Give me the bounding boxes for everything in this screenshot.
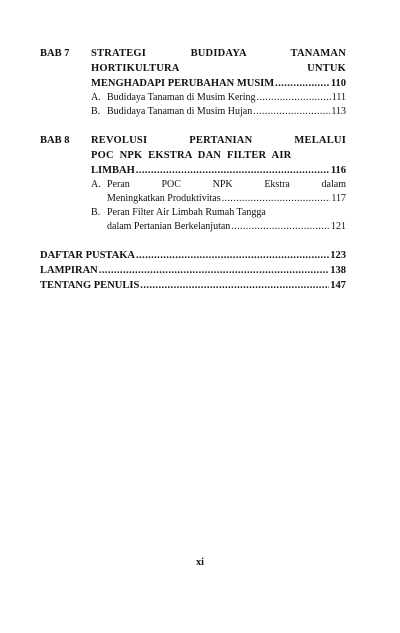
subsection-content — [107, 178, 346, 206]
chapter-title-line: POC NPK EKSTRA DAN FILTER AIR — [91, 150, 292, 161]
chapter-title-line: STRATEGI BUDIDAYA TANAMAN — [91, 48, 346, 59]
page-ref: 111 — [331, 92, 346, 103]
subsection-title: Budidaya Tanaman di Musim Hujan — [107, 106, 253, 117]
dot-leader — [253, 105, 330, 119]
dot-leader — [275, 76, 330, 91]
subsection-title: dalam Pertanian Berkelanjutan — [107, 221, 231, 232]
page-ref: 117 — [331, 193, 346, 204]
subsection-entry[interactable] — [91, 178, 346, 206]
subsection-letter: B. — [91, 207, 101, 218]
entry-title: LAMPIRAN — [40, 265, 98, 276]
subsection-content — [107, 91, 346, 105]
page-ref: 110 — [330, 78, 346, 89]
chapter-title-line: REVOLUSI PERTANIAN MELALUI — [91, 135, 346, 146]
chapter-title-text: LIMBAH — [91, 165, 135, 176]
subsection-title: Meningkatkan Produktivitas — [107, 193, 221, 204]
chapter-title-text: MENGHADAPI PERUBAHAN MUSIM — [91, 78, 275, 89]
subsection-title-line: Peran POC NPK Ekstra dalam — [107, 179, 346, 190]
back-matter-entry[interactable] — [40, 263, 346, 278]
chapter-title-last-line — [91, 163, 346, 178]
dot-leader — [99, 263, 330, 278]
subsection-letter: A. — [91, 179, 101, 190]
back-matter-entry[interactable] — [40, 278, 346, 293]
chapter-entry-bab-7[interactable] — [40, 46, 346, 119]
chapter-body — [91, 133, 346, 234]
dot-leader — [136, 163, 330, 178]
subsection-letter: A. — [91, 92, 101, 103]
page-ref: 116 — [330, 165, 346, 176]
dot-leader — [231, 220, 330, 234]
page-ref: 121 — [331, 221, 346, 232]
table-of-contents — [40, 46, 346, 293]
subsection-entry[interactable] — [91, 105, 346, 119]
subsection-letter: B. — [91, 106, 101, 117]
entry-title: DAFTAR PUSTAKA — [40, 250, 135, 261]
subsection-line — [107, 105, 346, 119]
subsection-title: Budidaya Tanaman di Musim Kering — [107, 92, 256, 103]
subsection-entry[interactable] — [91, 91, 346, 105]
chapter-body — [91, 46, 346, 119]
chapter-title-last-line — [91, 76, 346, 91]
dot-leader — [140, 278, 329, 293]
dot-leader — [257, 91, 331, 105]
page-ref: 113 — [331, 106, 346, 117]
chapter-title-line: HORTIKULTURA UNTUK — [91, 63, 346, 74]
chapter-label: BAB 7 — [40, 48, 70, 59]
back-matter-entry[interactable] — [40, 248, 346, 263]
subsection-entry[interactable] — [91, 206, 346, 234]
subsection-line — [107, 91, 346, 105]
subsection-content — [107, 105, 346, 119]
subsection-title-line: Peran Filter Air Limbah Rumah Tangga — [107, 207, 266, 218]
page-ref: 138 — [330, 265, 346, 276]
entry-title: TENTANG PENULIS — [40, 280, 140, 291]
page-ref: 147 — [330, 280, 346, 291]
back-matter-list — [40, 248, 346, 293]
chapter-label: BAB 8 — [40, 135, 70, 146]
subsection-content — [107, 206, 346, 234]
subsection-line — [107, 220, 346, 234]
subsection-line — [107, 192, 346, 206]
chapter-entry-bab-8[interactable] — [40, 133, 346, 234]
page-number: xi — [196, 557, 204, 568]
dot-leader — [136, 248, 329, 263]
dot-leader — [222, 192, 331, 206]
page-ref: 123 — [330, 250, 346, 261]
